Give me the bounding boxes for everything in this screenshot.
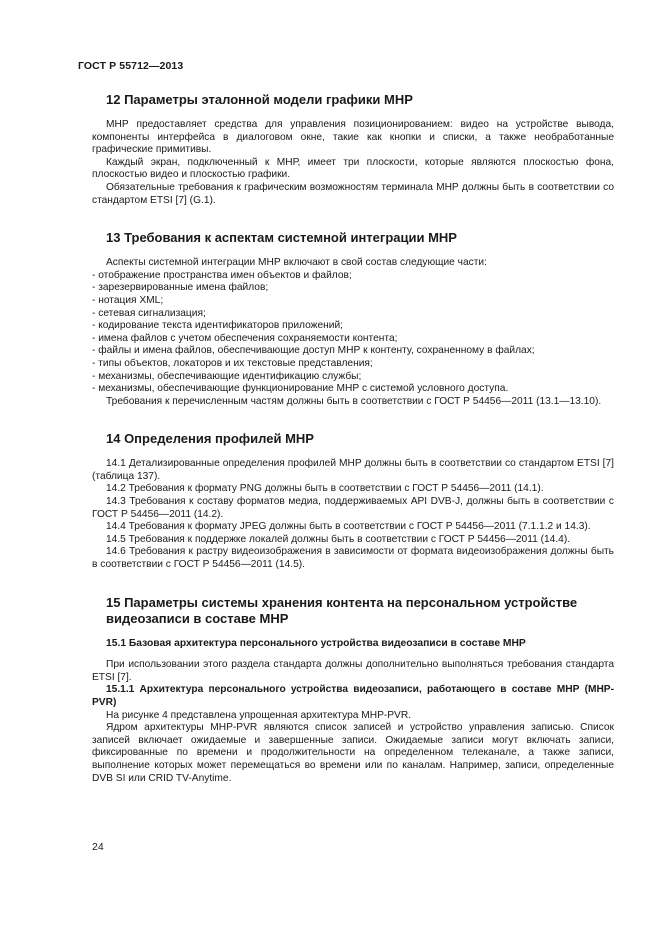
list-item: - нотация XML;: [92, 294, 164, 306]
list-item: - механизмы, обеспечивающие идентификацию службы;: [92, 370, 362, 382]
subsection-15-1-1-title: 15.1.1 Архитектура персонального устройства видеозаписи, работающего в составе МНР (MHP-PVR): [92, 684, 614, 708]
section-15-title: [106, 595, 614, 627]
list-item: - сетевая сигнализация;: [92, 307, 206, 319]
section-15-title-line1: 15 Параметры системы хранения контента на персональном устройстве: [106, 594, 578, 610]
list-item: - механизмы, обеспечивающие функционирование МНР с системой условного доступа.: [92, 383, 509, 395]
list-item: - отображение пространства имен объектов и файлов;: [92, 269, 352, 281]
section-14-title: 14 Определения профилей МНР: [106, 431, 314, 447]
section-13-closing: Требования к перечисленным частям должны быть в соответствии с ГОСТ Р 54456—2011 (13.1—13.10).: [106, 395, 602, 407]
page-number: 24: [92, 841, 104, 853]
section-12-paragraph: МНР предоставляет средства для управления позиционированием: видео на устройстве вывода, компоненты интерфейса в диалоговом окне, такие как кнопки и списки, а также необработанные графические примитивы.: [92, 119, 614, 156]
section-14-paragraph: 14.1 Детализированные определения профилей МНР должны быть в соответствии со стандартом ETSI [7] (таблица 137).: [92, 458, 614, 482]
subsection-15-1-text: При использовании этого раздела стандарта должны дополнительно выполняться требования стандарта ETSI [7].: [92, 659, 614, 683]
page-content: [92, 92, 614, 785]
section-12-paragraph: Обязательные требования к графическим возможностям терминала МНР должны быть в соответствии со стандартом ETSI [7] (G.1).: [92, 181, 614, 206]
section-12-paragraph: Каждый экран, подключенный к МНР, имеет три плоскости, которые являются плоскостью фона, плоскостью видео и плоскостью графики.: [92, 156, 614, 181]
section-14-paragraph: 14.4 Требования к формату JPEG должны быть в соответствии с ГОСТ Р 54456—2011 (7.1.1.2 и 14.3).: [106, 521, 591, 533]
section-12: [92, 92, 614, 207]
list-item: - кодирование текста идентификаторов приложений;: [92, 320, 343, 332]
section-13-intro: Аспекты системной интеграции МНР включают в свой состав следующие части:: [106, 257, 487, 269]
document-header: ГОСТ Р 55712—2013: [78, 60, 184, 72]
section-14-paragraph: 14.3 Требования к составу форматов медиа, поддерживаемых API DVB-J, должны быть в соответствии с ГОСТ Р 54456—2011 (14.2).: [92, 496, 614, 520]
section-13-list: [92, 270, 614, 396]
section-15: [92, 595, 614, 786]
list-item: - типы объектов, локаторов и их текстовые представления;: [92, 357, 373, 369]
section-14-paragraph: 14.5 Требования к поддержке локалей должны быть в соответствии с ГОСТ Р 54456—2011 (14.4).: [106, 533, 571, 545]
section-14-paragraph: 14.2 Требования к формату PNG должны быть в соответствии с ГОСТ Р 54456—2011 (14.1).: [106, 483, 544, 495]
section-14: [92, 431, 614, 571]
section-13: [92, 230, 614, 408]
subsection-15-1-1-paragraph: На рисунке 4 представлена упрощенная архитектура MHP-PVR.: [106, 709, 412, 721]
list-item: - имена файлов с учетом обеспечения сохраняемости контента;: [92, 332, 398, 344]
list-item: - зарезервированные имена файлов;: [92, 282, 269, 294]
section-14-paragraph: 14.6 Требования к растру видеоизображения в зависимости от формата видеоизображения должны быть в соответствии с ГОСТ Р 54456—2011 (14.5).: [92, 546, 614, 571]
list-item: - файлы и имена файлов, обеспечивающие доступ МНР к контенту, сохраненному в файлах;: [92, 345, 535, 357]
section-12-title: 12 Параметры эталонной модели графики МНР: [106, 92, 413, 107]
subsection-15-1-title: 15.1 Базовая архитектура персонального устройства видеозаписи в составе МНР: [106, 637, 526, 649]
subsection-15-1-1-paragraph: Ядром архитектуры MHP-PVR являются список записей и устройство управления записью. Список записей включает ожидаемые и завершенные записи. Ожидаемые записи могут включать записи, фиксированные по времени и продолжительности на определенном телеканале, а также записи, выполнение которых может перемещаться во времени или по каналам. Например, записи, определенные DVB SI или CRID TV-Anytime.: [92, 722, 614, 784]
section-15-title-line2: видеозаписи в составе МНР: [106, 610, 289, 626]
section-13-title: 13 Требования к аспектам системной интеграции МНР: [106, 230, 457, 246]
